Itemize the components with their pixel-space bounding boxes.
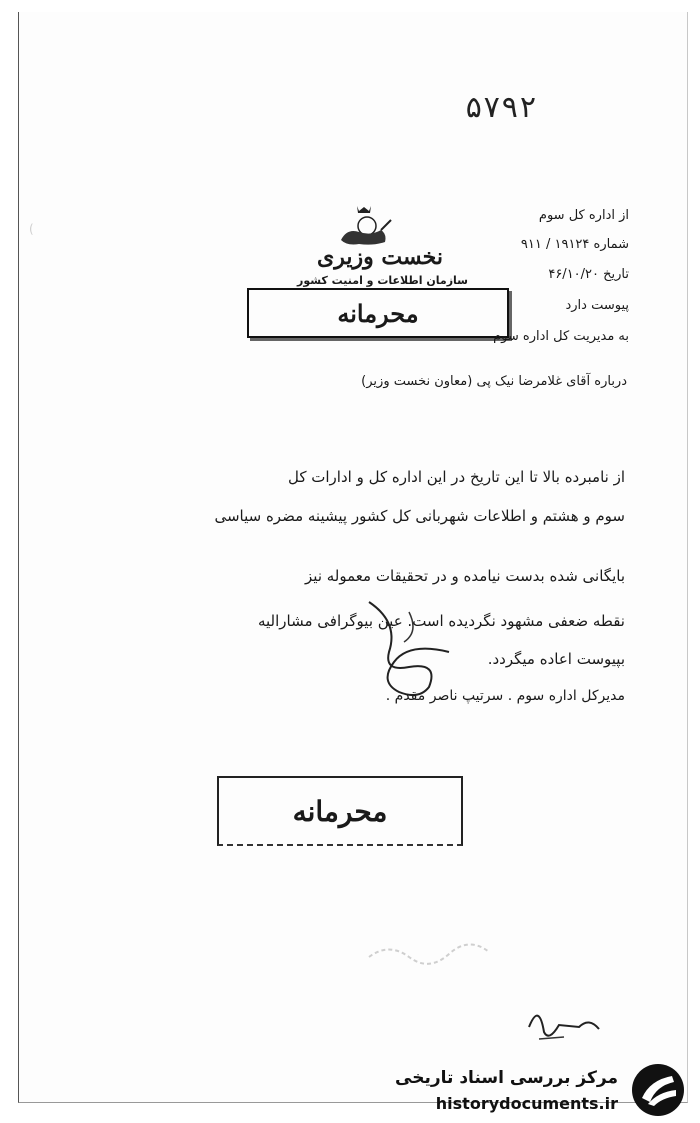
subject-line: درباره آقای غلامرضا نیک پی (معاون نخست وزیر) <box>361 374 627 389</box>
lion-sun-emblem-icon <box>329 202 399 248</box>
org-subtitle: سازمان اطلاعات و امنیت کشور <box>297 274 468 287</box>
handwritten-signature-icon <box>349 592 469 702</box>
body-line: بپیوست اعاده میگردد. <box>487 650 625 668</box>
confidential-stamp-bottom: محرمانه <box>217 776 463 846</box>
body-line: از نامبرده بالا تا این تاریخ در این اداره کل و ادارات کل <box>288 468 625 486</box>
margin-mark: ( <box>29 222 34 236</box>
header-recipient: به مدیریت کل اداره سوم <box>493 329 629 344</box>
handwritten-initials-icon <box>519 997 619 1047</box>
body-line: نقطه ضعفی مشهود نگردیده است. عین بیوگرافی مشارالیه <box>257 612 625 630</box>
org-title: نخست وزیری <box>317 244 443 270</box>
confidential-stamp-top: محرمانه <box>247 288 509 338</box>
archive-logo-icon <box>628 1062 688 1118</box>
header-attachment: پیوست دارد <box>565 298 629 313</box>
document-page <box>18 12 688 1103</box>
archive-url: historydocuments.ir <box>435 1094 618 1113</box>
faint-handwriting-icon <box>359 932 499 972</box>
header-from: از اداره کل سوم <box>538 208 629 223</box>
header-number: شماره ۱۹۱۲۴ / ۹۱۱ <box>520 237 629 252</box>
body-line: سوم و هشتم و اطلاعات شهربانی کل کشور پیشینه مضره سیاسی <box>214 507 625 525</box>
header-date: تاریخ ۴۶/۱۰/۲۰ <box>548 267 629 282</box>
archive-name: مرکز بررسی اسناد تاریخی <box>395 1068 618 1088</box>
body-line: بایگانی شده بدست نیامده و در تحقیقات معموله نیز <box>305 567 625 585</box>
file-number: ۵۷۹۲ <box>464 90 537 125</box>
signature-line: مدیرکل اداره سوم . سرتیپ ناصر مقدم . <box>385 688 625 704</box>
